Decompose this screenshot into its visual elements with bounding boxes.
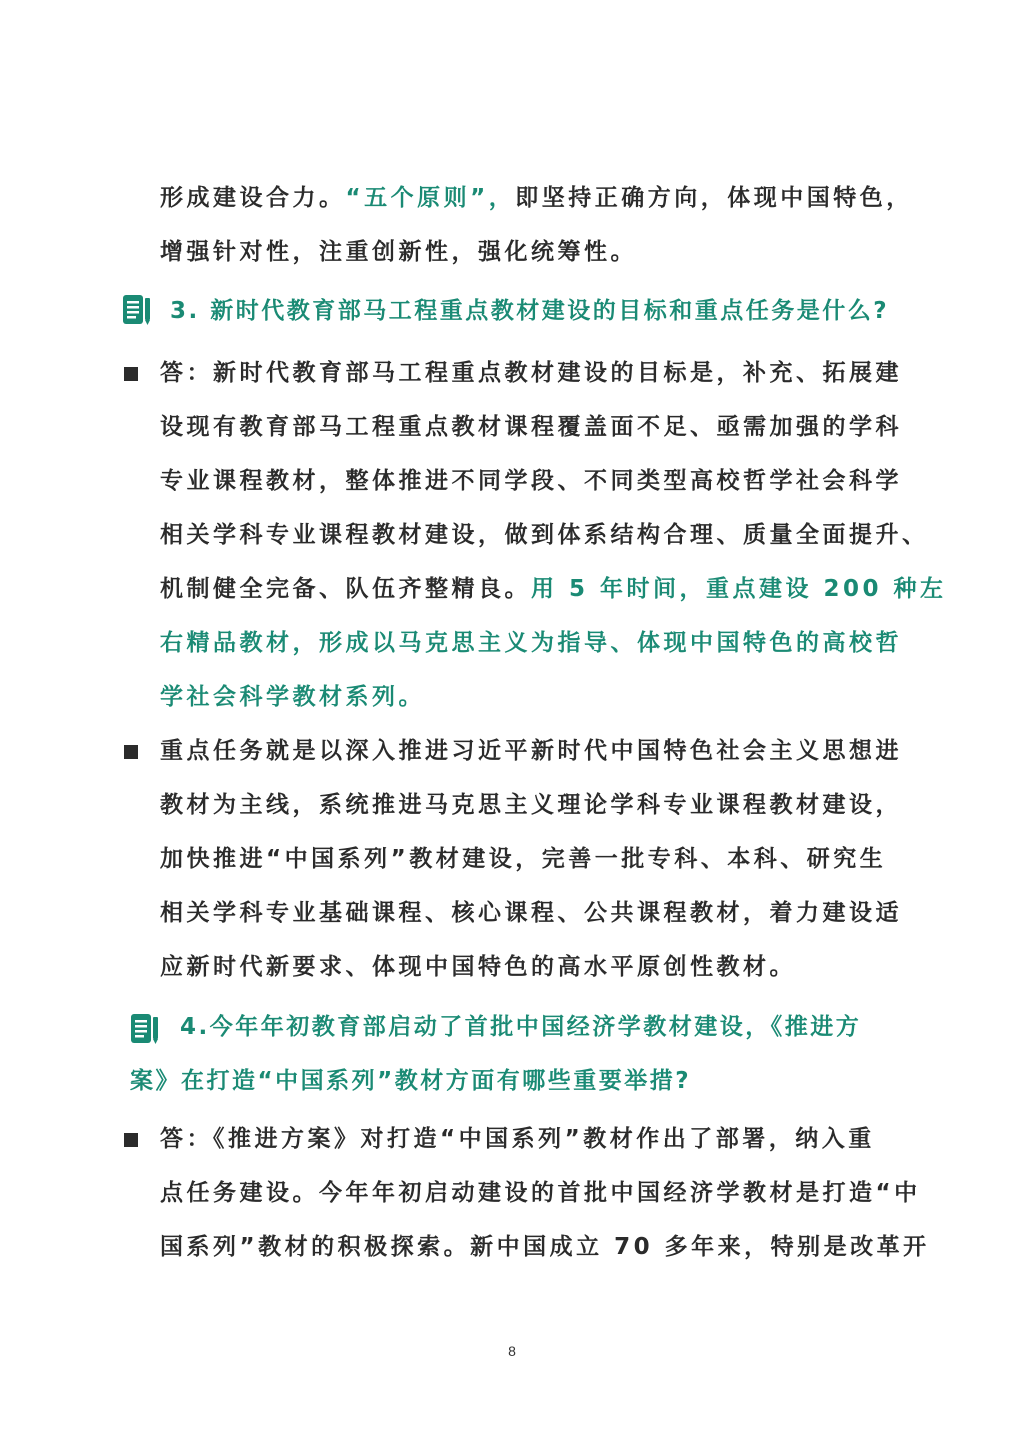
paragraph-line: 答：新时代教育部马工程重点教材建设的目标是，补充、拓展建 xyxy=(160,360,902,386)
paragraph-line: 教材为主线，系统推进马克思主义理论学科专业课程教材建设， xyxy=(160,792,902,818)
bullet-marker xyxy=(124,367,138,381)
document-note-icon xyxy=(128,1012,162,1046)
question-heading: 3. 新时代教育部马工程重点教材建设的目标和重点任务是什么? xyxy=(170,298,890,324)
highlighted-line: 学社会科学教材系列。 xyxy=(160,684,425,710)
paragraph-line: 国系列”教材的积极探索。新中国成立 70 多年来，特别是改革开 xyxy=(160,1234,930,1260)
paragraph-line: 相关学科专业基础课程、核心课程、公共课程教材，着力建设适 xyxy=(160,900,902,926)
bullet-marker xyxy=(124,1133,138,1147)
paragraph-line: 应新时代新要求、体现中国特色的高水平原创性教材。 xyxy=(160,954,796,980)
paragraph-line: 重点任务就是以深入推进习近平新时代中国特色社会主义思想进 xyxy=(160,738,902,764)
paragraph-line: 点任务建设。今年年初启动建设的首批中国经济学教材是打造“中 xyxy=(160,1180,921,1206)
paragraph-line: 设现有教育部马工程重点教材课程覆盖面不足、亟需加强的学科 xyxy=(160,414,902,440)
paragraph-line xyxy=(160,574,947,604)
page-number: 8 xyxy=(508,1343,516,1359)
paragraph-line xyxy=(160,183,913,213)
highlighted-line: 右精品教材，形成以马克思主义为指导、体现中国特色的高校哲 xyxy=(160,630,902,656)
paragraph-line: 加快推进“中国系列”教材建设，完善一批专科、本科、研究生 xyxy=(160,846,887,872)
text-run: 形成建设合力。 xyxy=(160,185,346,211)
paragraph-line: 相关学科专业课程教材建设，做到体系结构合理、质量全面提升、 xyxy=(160,522,929,548)
highlighted-text: “五个原则”， xyxy=(345,185,516,211)
question-heading: 4.今年年初教育部启动了首批中国经济学教材建设，《推进方 xyxy=(180,1014,862,1040)
paragraph-line: 答：《推进方案》对打造“中国系列”教材作出了部署，纳入重 xyxy=(160,1126,875,1152)
text-run: 即坚持正确方向，体现中国特色， xyxy=(515,185,913,211)
paragraph-line: 增强针对性，注重创新性，强化统筹性。 xyxy=(160,239,637,265)
question-heading-continued: 案》在打造“中国系列”教材方面有哪些重要举措? xyxy=(130,1068,692,1094)
text-run: 机制健全完备、队伍齐整精良。 xyxy=(160,576,531,602)
bullet-marker xyxy=(124,745,138,759)
paragraph-line: 专业课程教材，整体推进不同学段、不同类型高校哲学社会科学 xyxy=(160,468,902,494)
document-note-icon xyxy=(120,293,154,327)
highlighted-text: 用 5 年时间，重点建设 200 种左 xyxy=(531,576,947,602)
